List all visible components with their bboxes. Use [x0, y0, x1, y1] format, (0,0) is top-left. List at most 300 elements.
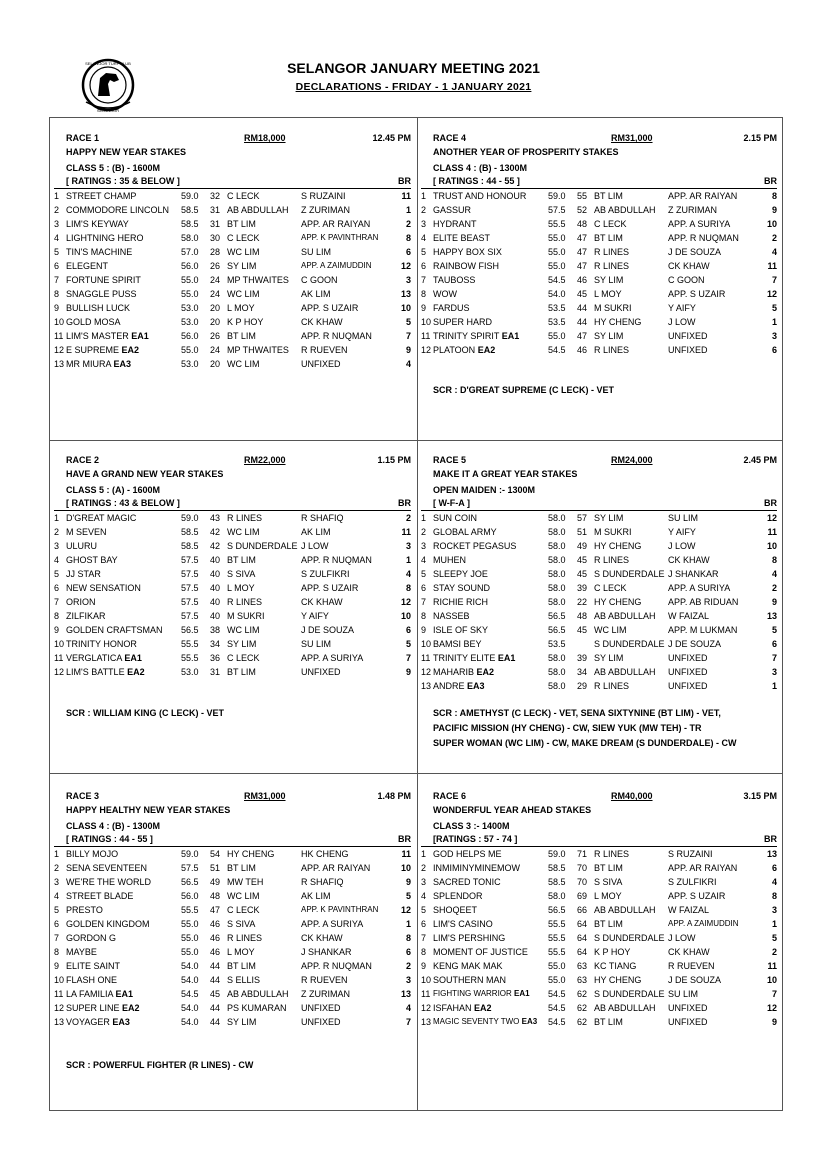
jockey-name: PS KUMARAN: [227, 1003, 287, 1013]
runner-number: 9: [54, 961, 60, 971]
race-block: [54, 789, 411, 1029]
horse-weight: 53.5: [548, 303, 566, 313]
runner-row: [54, 343, 411, 357]
horse-name-text: LIM'S PERSHING: [433, 933, 506, 943]
runner-row: [54, 511, 411, 525]
barrier-draw: 2: [771, 583, 777, 593]
trainer-name: CK KHAW: [668, 947, 710, 957]
race-name: MAKE IT A GREAT YEAR STAKES: [433, 469, 578, 479]
runner-number: 12: [421, 1003, 432, 1013]
horse-weight: 56.5: [548, 905, 566, 915]
runner-number: 10: [54, 639, 65, 649]
horse-name-text: BILLY MOJO: [66, 849, 119, 859]
horse-rating: 48: [577, 611, 588, 621]
jockey-name: R LINES: [227, 513, 263, 523]
jockey-name: BT LIM: [227, 961, 256, 971]
runner-row: [421, 651, 777, 665]
jockey-name: S DUNDERDALE: [594, 933, 665, 943]
emergency-tag: EA3: [112, 1017, 130, 1027]
barrier-draw: 11: [401, 191, 411, 201]
runner-number: 1: [421, 513, 427, 523]
horse-rating: 32: [210, 191, 221, 201]
barrier-draw: 3: [405, 541, 411, 551]
horse-weight: 58.5: [181, 527, 199, 537]
horse-name: [66, 245, 132, 259]
runner-number: 12: [54, 667, 65, 677]
runner-number: 9: [54, 625, 60, 635]
runner-number: 5: [54, 569, 60, 579]
race-number: RACE 2: [66, 455, 100, 465]
trainer-name: APP. S UZAIR: [301, 303, 359, 313]
runner-row: [54, 525, 411, 539]
trainer-name: APP. K PAVINTHRAN: [301, 233, 379, 242]
jockey-name: BT LIM: [227, 555, 256, 565]
race-number: RACE 1: [66, 133, 100, 143]
runner-row: [54, 539, 411, 553]
runner-row: [421, 903, 777, 917]
ratings-text: [ RATINGS : 43 & BELOW ]: [66, 498, 180, 508]
horse-name: [433, 217, 477, 231]
horse-rating: 55: [577, 191, 588, 201]
jockey-name: R LINES: [594, 555, 630, 565]
runner-number: 2: [54, 863, 60, 873]
horse-name-text: GOLDEN KINGDOM: [66, 919, 150, 929]
horse-name: [66, 273, 141, 287]
horse-weight: 58.5: [181, 541, 199, 551]
runner-row: [421, 539, 777, 553]
horse-weight: 58.5: [548, 863, 566, 873]
horse-name-text: STREET BLADE: [66, 891, 134, 901]
horse-name-text: SNAGGLE PUSS: [66, 289, 137, 299]
horse-rating: 46: [210, 919, 221, 929]
horse-name: [66, 665, 145, 679]
jockey-name: WC LIM: [227, 891, 260, 901]
scratching-line: SCR : AMETHYST (C LECK) - VET, SENA SIXTYNINE (BT LIM) - VET,: [433, 708, 721, 718]
jockey-name: C LECK: [594, 219, 627, 229]
jockey-name: WC LIM: [227, 625, 260, 635]
barrier-draw: 12: [400, 597, 411, 607]
horse-weight: 55.5: [548, 919, 566, 929]
horse-weight: 54.5: [548, 989, 566, 999]
jockey-name: C LECK: [227, 905, 260, 915]
jockey-name: AB ABDULLAH: [227, 205, 289, 215]
jockey-name: HY CHENG: [594, 975, 642, 985]
emergency-tag: EA2: [121, 345, 140, 355]
runner-number: 3: [421, 541, 427, 551]
race-time: 3.15 PM: [743, 791, 777, 801]
horse-weight: 54.5: [548, 345, 566, 355]
horse-name-text: SUN COIN: [433, 513, 478, 523]
horse-name-text: WOW: [433, 289, 457, 299]
race-purse: RM31,000: [244, 791, 286, 801]
runner-number: 2: [54, 527, 60, 537]
horse-name: [66, 987, 133, 1001]
barrier-draw: 7: [405, 1017, 411, 1027]
horse-name: [433, 273, 475, 287]
horse-name: [433, 231, 490, 245]
trainer-name: CK KHAW: [668, 555, 710, 565]
horse-name: [433, 987, 530, 1001]
horse-rating: 39: [577, 653, 588, 663]
race-number: RACE 4: [433, 133, 467, 143]
jockey-name: M SUKRI: [594, 303, 632, 313]
runner-number: 12: [54, 1003, 65, 1013]
barrier-draw: 1: [405, 555, 411, 565]
barrier-draw: 8: [405, 583, 411, 593]
jockey-name: R LINES: [594, 261, 630, 271]
horse-weight: 55.0: [548, 233, 566, 243]
trainer-name: R SHAFIQ: [301, 877, 344, 887]
runner-row: [54, 567, 411, 581]
horse-name: [433, 609, 470, 623]
barrier-draw: 8: [405, 933, 411, 943]
horse-name-text: LIM'S MASTER: [66, 331, 129, 341]
barrier-draw: 9: [771, 597, 777, 607]
horse-name-text: KENG MAK MAK: [433, 961, 503, 971]
runner-row: [54, 203, 411, 217]
runner-number: 7: [421, 933, 427, 943]
trainer-name: S RUZAINI: [301, 191, 346, 201]
horse-weight: 57.5: [181, 597, 199, 607]
barrier-draw: 4: [771, 247, 777, 257]
jockey-name: L MOY: [594, 891, 622, 901]
horse-name-text: LIM'S KEYWAY: [66, 219, 129, 229]
trainer-name: J LOW: [668, 541, 696, 551]
runner-number: 10: [421, 317, 432, 327]
jockey-name: M SUKRI: [594, 527, 632, 537]
jockey-name: R LINES: [594, 681, 630, 691]
horse-name: [66, 931, 116, 945]
runner-row: [54, 987, 411, 1001]
runner-row: [54, 903, 411, 917]
horse-rating: 29: [577, 681, 588, 691]
race-number: RACE 3: [66, 791, 100, 801]
runner-row: [421, 343, 777, 357]
runner-number: 2: [421, 205, 427, 215]
jockey-name: S ELLIS: [227, 975, 261, 985]
runner-number: 11: [54, 653, 64, 663]
br-column-header: BR: [764, 176, 777, 186]
horse-weight: 55.0: [181, 933, 199, 943]
horse-name: [433, 945, 528, 959]
race-block: [54, 453, 411, 679]
jockey-name: R LINES: [227, 597, 263, 607]
jockey-name: WC LIM: [227, 289, 260, 299]
br-column-header: BR: [764, 498, 777, 508]
horse-weight: 56.5: [548, 625, 566, 635]
horse-rating: 20: [210, 359, 221, 369]
barrier-draw: 13: [400, 289, 411, 299]
horse-name: [66, 259, 108, 273]
br-column-header: BR: [398, 834, 411, 844]
trainer-name: S RUZAINI: [668, 849, 713, 859]
jockey-name: S DUNDERDALE: [594, 639, 665, 649]
runner-row: [421, 987, 777, 1001]
runner-number: 11: [54, 331, 64, 341]
barrier-draw: 1: [771, 681, 777, 691]
runner-number: 10: [421, 639, 432, 649]
barrier-draw: 10: [766, 975, 777, 985]
horse-name: [66, 203, 169, 217]
trainer-name: UNFIXED: [668, 331, 708, 341]
horse-name-text: STREET CHAMP: [66, 191, 137, 201]
jockey-name: AB ABDULLAH: [594, 905, 656, 915]
jockey-name: BT LIM: [227, 331, 256, 341]
barrier-draw: 6: [771, 639, 777, 649]
horse-weight: 55.0: [181, 919, 199, 929]
runner-row: [421, 315, 777, 329]
horse-weight: 55.0: [548, 975, 566, 985]
ratings-text: [ W-F-A ]: [433, 498, 470, 508]
horse-name: [433, 511, 477, 525]
horse-rating: 47: [210, 905, 221, 915]
race-header: [54, 131, 411, 145]
horse-name-text: GOLD MOSA: [66, 317, 121, 327]
horse-weight: 55.0: [548, 961, 566, 971]
barrier-draw: 7: [405, 653, 411, 663]
jockey-name: S SIVA: [594, 877, 623, 887]
horse-name: [433, 259, 499, 273]
horse-weight: 59.0: [181, 849, 199, 859]
jockey-name: KC TIANG: [594, 961, 637, 971]
trainer-name: S ZULFIKRI: [301, 569, 350, 579]
horse-name: [433, 595, 488, 609]
ratings-text: [ RATINGS : 44 - 55 ]: [433, 176, 520, 186]
horse-rating: 40: [210, 597, 221, 607]
trainer-name: APP. AR RAIYAN: [668, 863, 738, 873]
horse-name: [66, 847, 118, 861]
runner-row: [54, 973, 411, 987]
horse-name: [66, 609, 106, 623]
runner-number: 6: [54, 919, 60, 929]
runner-row: [421, 861, 777, 875]
horse-weight: 54.0: [181, 1003, 199, 1013]
horse-weight: 58.0: [548, 513, 566, 523]
trainer-name: J SHANKAR: [668, 569, 719, 579]
horse-name: [433, 847, 502, 861]
jockey-name: AB ABDULLAH: [594, 667, 656, 677]
horse-name-text: TRINITY HONOR: [66, 639, 137, 649]
emergency-tag: EA1: [115, 989, 134, 999]
horse-name: [433, 203, 471, 217]
runner-number: 1: [421, 191, 427, 201]
jockey-name: L MOY: [227, 303, 255, 313]
horse-name-text: TRINITY SPIRIT: [433, 331, 500, 341]
horse-name-text: GOLDEN CRAFTSMAN: [66, 625, 163, 635]
jockey-name: S SIVA: [227, 569, 256, 579]
jockey-name: L MOY: [227, 583, 255, 593]
barrier-draw: 6: [405, 947, 411, 957]
horse-name: [433, 931, 505, 945]
barrier-draw: 5: [771, 303, 777, 313]
trainer-name: APP. R NUQMAN: [301, 331, 372, 341]
scratchings: [433, 383, 614, 398]
trainer-name: J LOW: [668, 317, 696, 327]
runner-row: [54, 609, 411, 623]
horse-weight: 53.5: [548, 317, 566, 327]
scratchings: [66, 1058, 253, 1073]
barrier-draw: 3: [771, 331, 777, 341]
runner-row: [54, 1001, 411, 1015]
horse-weight: 58.5: [181, 205, 199, 215]
horse-weight: 56.0: [181, 261, 199, 271]
horse-weight: 54.5: [548, 1017, 566, 1027]
horse-weight: 58.0: [548, 541, 566, 551]
horse-weight: 54.5: [548, 275, 566, 285]
emergency-tag: EA1: [124, 653, 142, 663]
horse-name: [66, 343, 139, 357]
emergency-tag: EA2: [474, 1003, 492, 1013]
horse-weight: 55.0: [548, 247, 566, 257]
horse-name-text: BAMSI BEY: [433, 639, 482, 649]
barrier-draw: 7: [405, 331, 411, 341]
runner-row: [421, 889, 777, 903]
trainer-name: CK KHAW: [301, 597, 343, 607]
trainer-name: J DE SOUZA: [668, 247, 722, 257]
horse-weight: 54.5: [548, 1003, 566, 1013]
runner-number: 8: [54, 289, 60, 299]
horse-name: [433, 567, 488, 581]
trainer-name: APP. S UZAIR: [668, 891, 726, 901]
race-purse: RM31,000: [611, 133, 653, 143]
horse-rating: 44: [210, 1017, 221, 1027]
trainer-name: UNFIXED: [668, 653, 708, 663]
barrier-draw: 3: [771, 905, 777, 915]
runner-row: [54, 651, 411, 665]
race-block: [421, 131, 777, 357]
horse-name: [66, 889, 133, 903]
horse-name: [433, 525, 497, 539]
trainer-name: APP. AR RAIYAN: [301, 219, 371, 229]
runner-number: 1: [54, 849, 60, 859]
horse-name-text: ELEGENT: [66, 261, 109, 271]
runner-number: 7: [54, 275, 60, 285]
horse-rating: 46: [210, 947, 221, 957]
horse-rating: 40: [210, 611, 221, 621]
horse-rating: 62: [577, 1017, 588, 1027]
horse-name-text: TIN'S MACHINE: [66, 247, 133, 257]
jockey-name: S DUNDERDALE: [594, 989, 665, 999]
horse-name-text: VOYAGER: [66, 1017, 110, 1027]
horse-name: [66, 651, 142, 665]
runner-number: 9: [421, 625, 427, 635]
jockey-name: BT LIM: [594, 191, 623, 201]
horse-rating: 45: [577, 569, 588, 579]
runner-row: [421, 301, 777, 315]
horse-name-text: TRUST AND HONOUR: [433, 191, 527, 201]
runner-number: 13: [421, 1017, 432, 1027]
trainer-name: J LOW: [301, 541, 329, 551]
horse-name: [66, 315, 121, 329]
horse-name: [66, 917, 150, 931]
horse-name: [433, 889, 483, 903]
horse-name-text: E SUPREME: [66, 345, 120, 355]
trainer-name: APP. R NUQMAN: [301, 961, 372, 971]
horse-name: [66, 511, 136, 525]
barrier-draw: 1: [771, 317, 777, 327]
horse-rating: 62: [577, 1003, 588, 1013]
race-ratings: [421, 175, 777, 189]
horse-name-text: LIGHTNING HERO: [66, 233, 144, 243]
runner-row: [421, 329, 777, 343]
runner-number: 7: [54, 933, 60, 943]
barrier-draw: 1: [405, 205, 411, 215]
runner-row: [421, 679, 777, 693]
scratching-line: SCR : WILLIAM KING (C LECK) - VET: [66, 708, 224, 718]
jockey-name: L MOY: [227, 947, 255, 957]
runner-number: 5: [54, 905, 60, 915]
trainer-name: C GOON: [668, 275, 705, 285]
horse-weight: 58.0: [181, 233, 199, 243]
barrier-draw: 11: [401, 849, 411, 859]
runner-number: 10: [421, 975, 432, 985]
horse-name: [433, 623, 488, 637]
trainer-name: UNFIXED: [668, 681, 708, 691]
horse-name: [433, 581, 490, 595]
horse-rating: 70: [577, 877, 588, 887]
jockey-name: SY LIM: [594, 331, 624, 341]
horse-name-text: TAUBOSS: [433, 275, 476, 285]
ratings-text: [ RATINGS : 44 - 55 ]: [66, 834, 153, 844]
barrier-draw: 2: [405, 219, 411, 229]
horse-name: [433, 245, 502, 259]
race-number: RACE 6: [433, 791, 467, 801]
race-time: 1.15 PM: [377, 455, 411, 465]
horse-rating: 22: [577, 597, 588, 607]
horse-weight: 55.5: [548, 933, 566, 943]
runner-row: [421, 245, 777, 259]
runner-row: [421, 273, 777, 287]
trainer-name: APP. A SURIYA: [668, 583, 731, 593]
horse-weight: 58.5: [181, 219, 199, 229]
horse-name-text: GASSUR: [433, 205, 472, 215]
runner-row: [54, 637, 411, 651]
page-subtitle: DECLARATIONS - FRIDAY - 1 JANUARY 2021: [295, 81, 532, 93]
horse-rating: 40: [210, 569, 221, 579]
emergency-tag: EA1: [501, 331, 520, 341]
race-purse: RM24,000: [611, 455, 653, 465]
race-purse: RM40,000: [611, 791, 653, 801]
trainer-name: SU LIM: [301, 247, 332, 257]
horse-rating: 48: [577, 219, 588, 229]
horse-rating: 42: [210, 527, 221, 537]
trainer-name: APP. R NUQMAN: [301, 555, 372, 565]
trainer-name: C GOON: [301, 275, 338, 285]
horse-name-text: ULURU: [66, 541, 98, 551]
runner-number: 3: [54, 877, 60, 887]
barrier-draw: 8: [405, 233, 411, 243]
jockey-name: MW TEH: [227, 877, 264, 887]
runner-number: 1: [54, 513, 60, 523]
horse-weight: 53.0: [181, 667, 199, 677]
race-number: RACE 5: [433, 455, 467, 465]
trainer-name: W FAIZAL: [668, 611, 710, 621]
logo-text-bottom: SELANGOR: [96, 108, 120, 113]
runner-row: [421, 917, 777, 931]
barrier-draw: 5: [405, 639, 411, 649]
race-name: WONDERFUL YEAR AHEAD STAKES: [433, 805, 592, 815]
emergency-tag: EA1: [514, 989, 530, 998]
runners-list: [54, 511, 411, 679]
horse-name-text: MUHEN: [433, 555, 466, 565]
jockey-name: K P HOY: [594, 947, 631, 957]
runner-number: 1: [54, 191, 60, 201]
trainer-name: UNFIXED: [301, 1003, 341, 1013]
br-column-header: BR: [764, 834, 777, 844]
barrier-draw: 8: [771, 191, 777, 201]
jockey-name: AB ABDULLAH: [594, 205, 656, 215]
horse-rating: 34: [577, 667, 588, 677]
